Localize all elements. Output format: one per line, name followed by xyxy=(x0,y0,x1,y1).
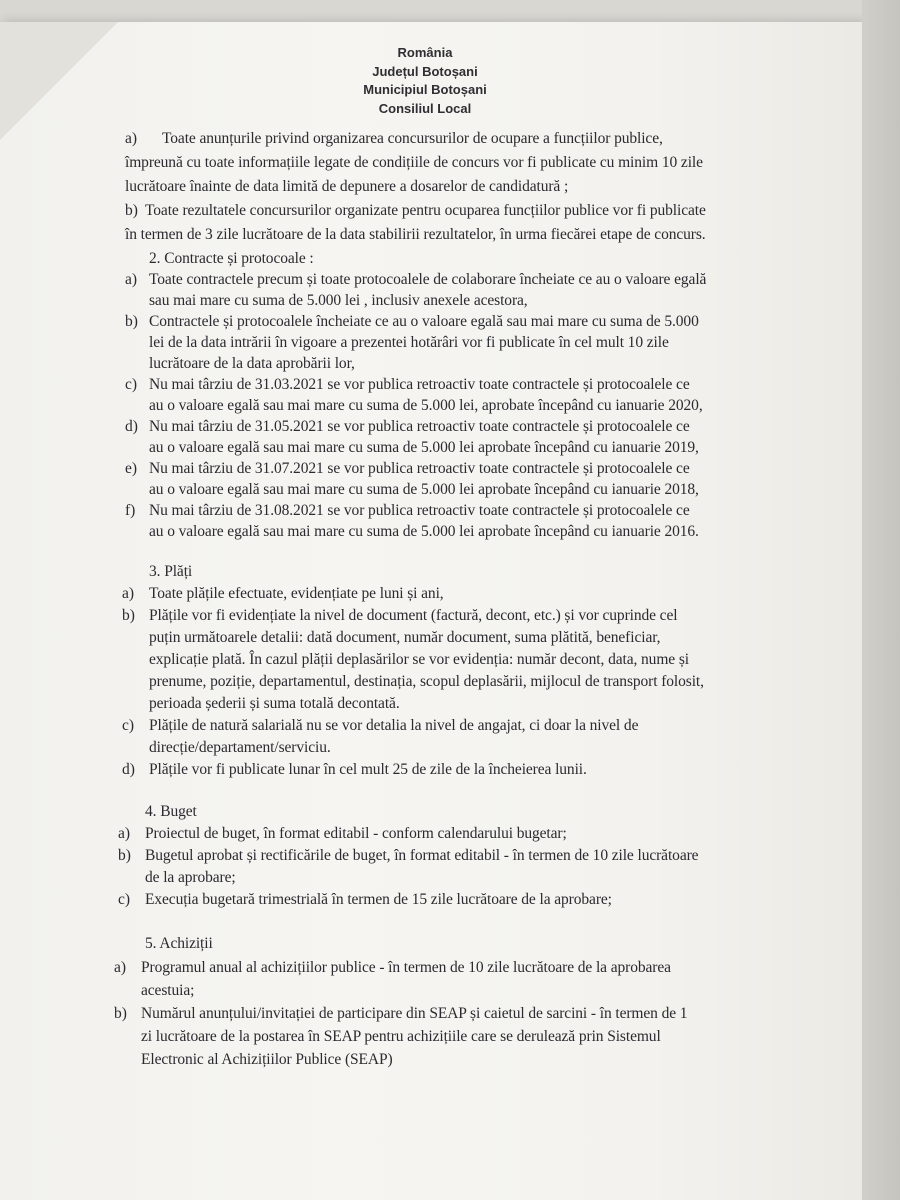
text-line: Execuția bugetară trimestrială în termen de 15 zile lucrătoare de la aprobare; xyxy=(145,891,612,908)
text-line: direcție/departament/serviciu. xyxy=(149,739,331,756)
text-line: puțin următoarele detalii: dată document, număr document, suma plătită, beneficiar, xyxy=(149,629,661,646)
list-marker: f) xyxy=(125,502,136,519)
text-line: Plățile vor fi publicate lunar în cel mult 25 de zile de la încheierea lunii. xyxy=(149,761,587,778)
list-marker: d) xyxy=(125,418,138,435)
header-country: România xyxy=(397,45,453,60)
text-line: Bugetul aprobat și rectificările de buget, în format editabil - în termen de 10 zile lucrătoare xyxy=(145,847,699,864)
text-line: de la aprobare; xyxy=(145,869,236,886)
list-marker: b) xyxy=(125,313,138,330)
text-line: au o valoare egală sau mai mare cu suma de 5.000 lei aprobate începând cu ianuarie 2018, xyxy=(149,481,699,498)
text-line: Nu mai târziu de 31.08.2021 se vor publica retroactiv toate contractele și protocoalele ce xyxy=(149,502,690,519)
text-line: lucrătoare de la data aprobării lor, xyxy=(149,355,355,372)
section-heading-procurement: 5. Achiziții xyxy=(145,935,213,952)
list-marker: a) xyxy=(125,130,138,147)
background-edge xyxy=(862,0,900,1200)
text-line: lei de la data intrării în vigoare a prezentei hotărâri vor fi publicate în cel mult 10 zile xyxy=(149,334,669,351)
text-line: Nu mai târziu de 31.07.2021 se vor publica retroactiv toate contractele și protocoalele ce xyxy=(149,460,690,477)
list-marker: c) xyxy=(118,891,131,908)
section-heading-contracts: 2. Contracte și protocoale : xyxy=(149,250,314,267)
document-header xyxy=(300,44,550,118)
list-marker: a) xyxy=(118,825,131,842)
text-line: Toate anunțurile privind organizarea concursurilor de ocupare a funcțiilor publice, xyxy=(162,130,663,147)
header-municipality: Municipiul Botoșani xyxy=(363,82,487,97)
list-marker: a) xyxy=(114,959,127,976)
list-marker: e) xyxy=(125,460,138,477)
folded-corner xyxy=(0,22,118,140)
list-marker: b) xyxy=(125,202,138,219)
text-line: acestuia; xyxy=(141,982,195,999)
text-line: Contractele și protocoalele încheiate ce au o valoare egală sau mai mare cu suma de 5.000 xyxy=(149,313,699,330)
text-line: au o valoare egală sau mai mare cu suma de 5.000 lei, aprobate începând cu ianuarie 2020, xyxy=(149,397,703,414)
list-marker: c) xyxy=(122,717,135,734)
text-line: zi lucrătoare de la postarea în SEAP pentru achizițiile care se derulează prin Sistemul xyxy=(141,1028,661,1045)
text-line: Nu mai târziu de 31.05.2021 se vor publica retroactiv toate contractele și protocoalele ce xyxy=(149,418,690,435)
text-line: explicație plată. În cazul plății deplasărilor se vor evidenția: număr decont, data, nume și xyxy=(149,651,689,668)
text-line: Plățile vor fi evidențiate la nivel de document (factură, decont, etc.) și vor cuprinde cel xyxy=(149,607,678,624)
section-heading-payments: 3. Plăți xyxy=(149,563,193,580)
text-line: Toate rezultatele concursurilor organizate pentru ocuparea funcțiilor publice vor fi publicate xyxy=(145,202,706,219)
list-marker: c) xyxy=(125,376,138,393)
text-line: au o valoare egală sau mai mare cu suma de 5.000 lei aprobate începând cu ianuarie 2016. xyxy=(149,523,699,540)
header-council: Consiliul Local xyxy=(378,100,472,116)
text-line: împreună cu toate informațiile legate de condițiile de concurs vor fi publicate cu minim 10 zile xyxy=(125,154,703,171)
text-line: prenume, poziție, departamentul, destinația, scopul deplasării, mijlocul de transport folosit, xyxy=(149,673,704,690)
text-line: Numărul anunțului/invitației de participare din SEAP și caietul de sarcini - în termen de 1 xyxy=(141,1005,688,1022)
list-marker: a) xyxy=(125,271,138,288)
list-marker: b) xyxy=(122,607,135,624)
text-line: au o valoare egală sau mai mare cu suma de 5.000 lei aprobate începând cu ianuarie 2019, xyxy=(149,439,699,456)
text-line: Electronic al Achizițiilor Publice (SEAP) xyxy=(141,1051,393,1068)
text-line: Toate plățile efectuate, evidențiate pe luni și ani, xyxy=(149,585,444,602)
text-line: Proiectul de buget, în format editabil - conform calendarului bugetar; xyxy=(145,825,567,842)
list-marker: d) xyxy=(122,761,135,778)
text-line: Toate contractele precum și toate protocoalele de colaborare încheiate ce au o valoare egală xyxy=(149,271,707,288)
list-marker: b) xyxy=(118,847,131,864)
text-line: perioada șederii și suma totală decontată. xyxy=(149,695,400,712)
text-line: Programul anual al achizițiilor publice - în termen de 10 zile lucrătoare de la aprobarea xyxy=(141,959,671,976)
list-marker: a) xyxy=(122,585,135,602)
text-line: sau mai mare cu suma de 5.000 lei , inclusiv anexele acestora, xyxy=(149,292,528,309)
text-line: în termen de 3 zile lucrătoare de la data stabilirii rezultatelor, în urma fiecărei etape de concurs. xyxy=(125,226,706,243)
section-heading-budget: 4. Buget xyxy=(145,803,197,820)
header-county: Județul Botoșani xyxy=(372,63,478,79)
text-line: Plățile de natură salarială nu se vor detalia la nivel de angajat, ci doar la nivel de xyxy=(149,717,639,734)
text-line: lucrătoare înainte de data limită de depunere a dosarelor de candidatură ; xyxy=(125,178,569,195)
list-marker: b) xyxy=(114,1005,127,1022)
text-line: Nu mai târziu de 31.03.2021 se vor publica retroactiv toate contractele și protocoalele ce xyxy=(149,376,690,393)
